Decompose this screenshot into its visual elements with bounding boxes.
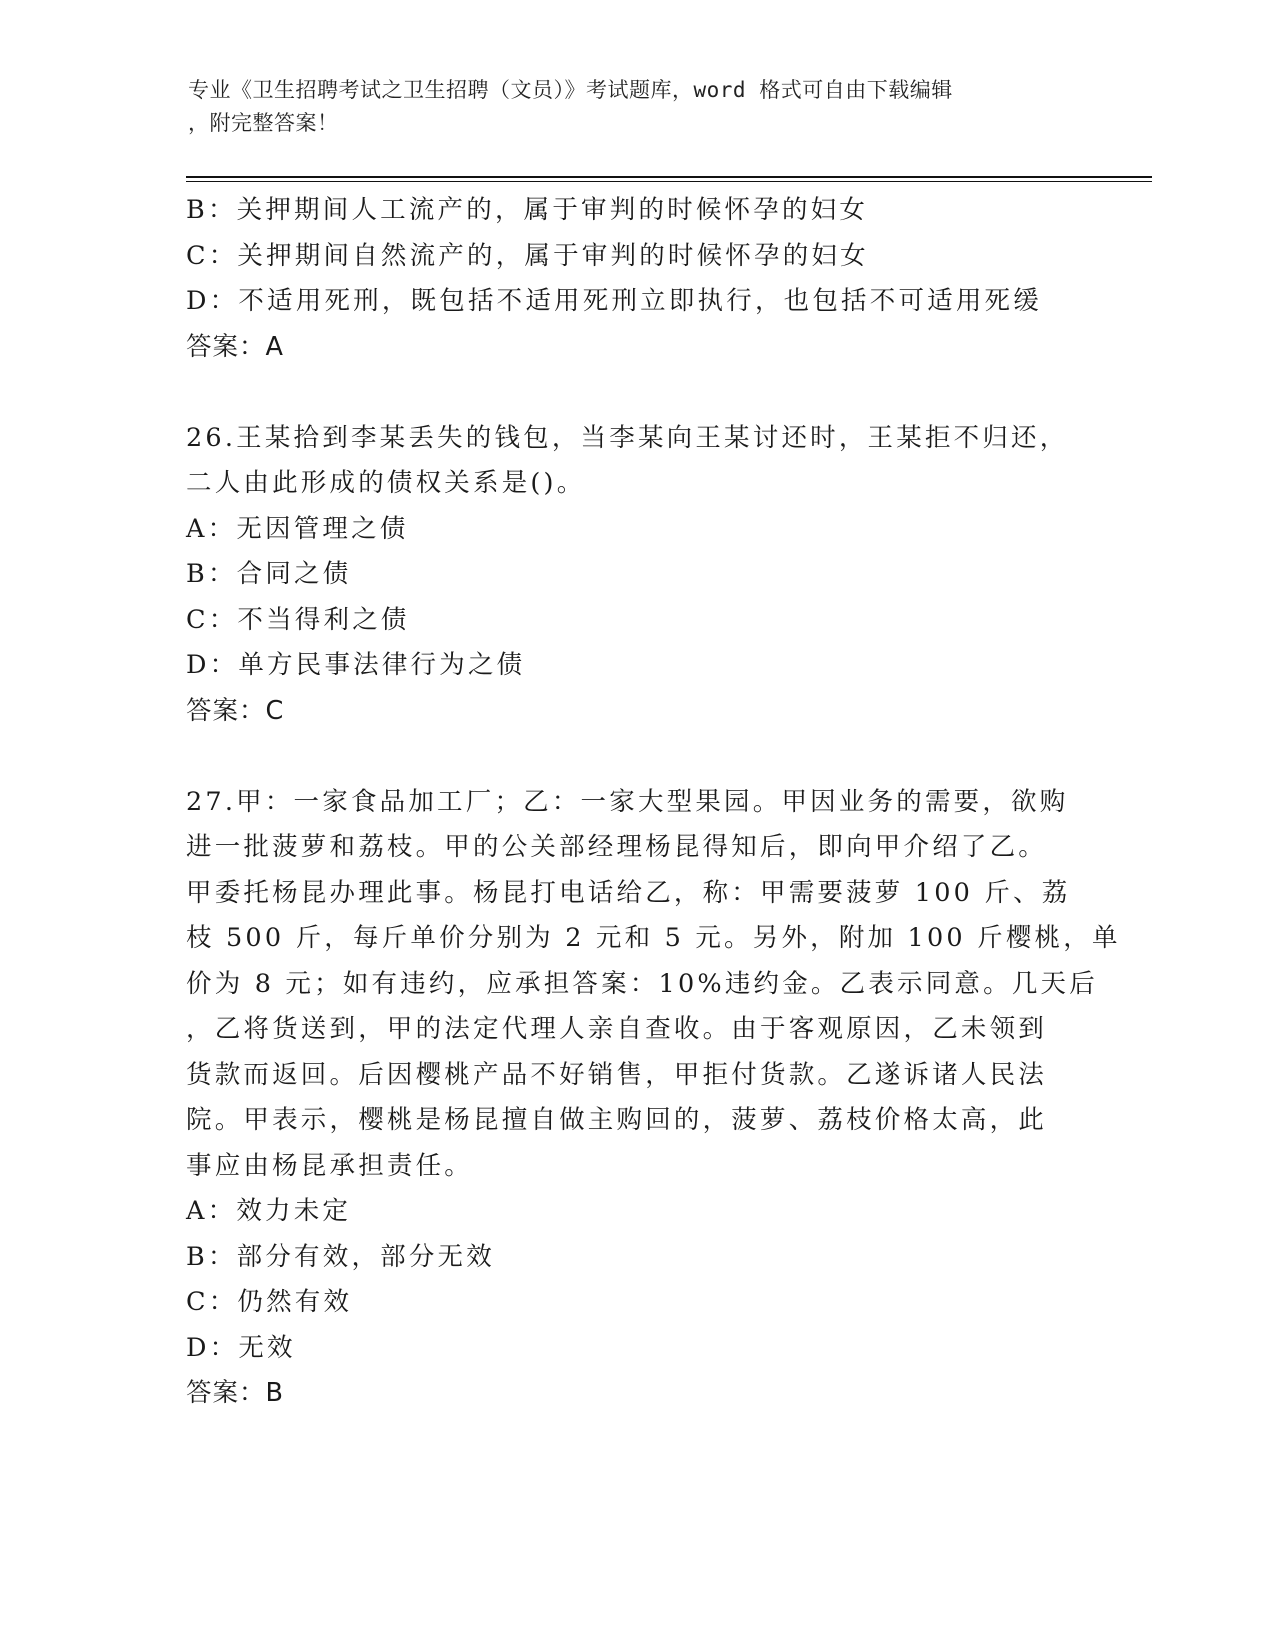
option-b: B：关押期间人工流产的，属于审判的时候怀孕的妇女: [186, 195, 869, 225]
question-25: [186, 188, 1086, 370]
question-stem-line: ，乙将货送到，甲的法定代理人亲自查收。由于客观原因，乙未领到: [186, 1014, 1048, 1044]
question-stem-line: 院。甲表示，樱桃是杨昆擅自做主购回的，菠萝、荔枝价格太高，此: [186, 1105, 1048, 1135]
question-stem-line: 27.甲：一家食品加工厂；乙：一家大型果园。甲因业务的需要，欲购: [186, 786, 1069, 817]
header-rule-thin: [186, 181, 1152, 182]
header-line-1: 专业《卫生招聘考试之卫生招聘（文员）》考试题库，word 格式可自由下载编辑: [188, 78, 953, 102]
page-header: [188, 74, 1068, 140]
option-d: D：不适用死刑，既包括不适用死刑立即执行，也包括不可适用死缓: [186, 286, 1042, 316]
spacer: [186, 370, 1086, 416]
question-26: [186, 416, 1086, 735]
option-b: B：合同之债: [186, 559, 352, 589]
question-stem-line: 26.王某拾到李某丢失的钱包，当李某向王某讨还时，王某拒不归还，: [186, 422, 1069, 453]
question-stem-line: 事应由杨昆承担责任。: [186, 1150, 474, 1181]
option-b: B：部分有效，部分无效: [186, 1241, 495, 1272]
question-stem-line: 二人由此形成的债权关系是()。: [186, 468, 586, 498]
option-a: A：无因管理之债: [186, 513, 409, 544]
answer-line: 答案：C: [186, 695, 285, 726]
option-d: D：无效: [186, 1332, 296, 1363]
answer-line: 答案：A: [186, 331, 284, 362]
question-27: [186, 780, 1121, 1417]
option-c: C：关押期间自然流产的，属于审判的时候怀孕的妇女: [186, 240, 869, 271]
option-a: A：效力未定: [186, 1196, 352, 1226]
question-stem-line: 枝 500 斤，每斤单价分别为 2 元和 5 元。另外，附加 100 斤樱桃，单: [186, 923, 1121, 953]
question-stem-line: 甲委托杨昆办理此事。杨昆打电话给乙，称：甲需要菠萝 100 斤、荔: [186, 877, 1071, 908]
spacer: [186, 734, 1086, 780]
question-content: [186, 188, 1121, 1417]
answer-line: 答案：B: [186, 1378, 284, 1408]
option-c: C：不当得利之债: [186, 604, 410, 635]
header-rule-thick: [186, 176, 1152, 178]
question-stem-line: 进一批菠萝和荔枝。甲的公关部经理杨昆得知后，即向甲介绍了乙。: [186, 832, 1048, 862]
option-c: C：仍然有效: [186, 1287, 353, 1317]
question-stem-line: 货款而返回。后因樱桃产品不好销售，甲拒付货款。乙遂诉诸人民法: [186, 1059, 1048, 1090]
question-stem-line: 价为 8 元；如有违约，应承担答案：10%违约金。乙表示同意。几天后: [186, 968, 1098, 999]
header-line-2: ，附完整答案！: [188, 111, 339, 135]
option-d: D：单方民事法律行为之债: [186, 650, 526, 680]
